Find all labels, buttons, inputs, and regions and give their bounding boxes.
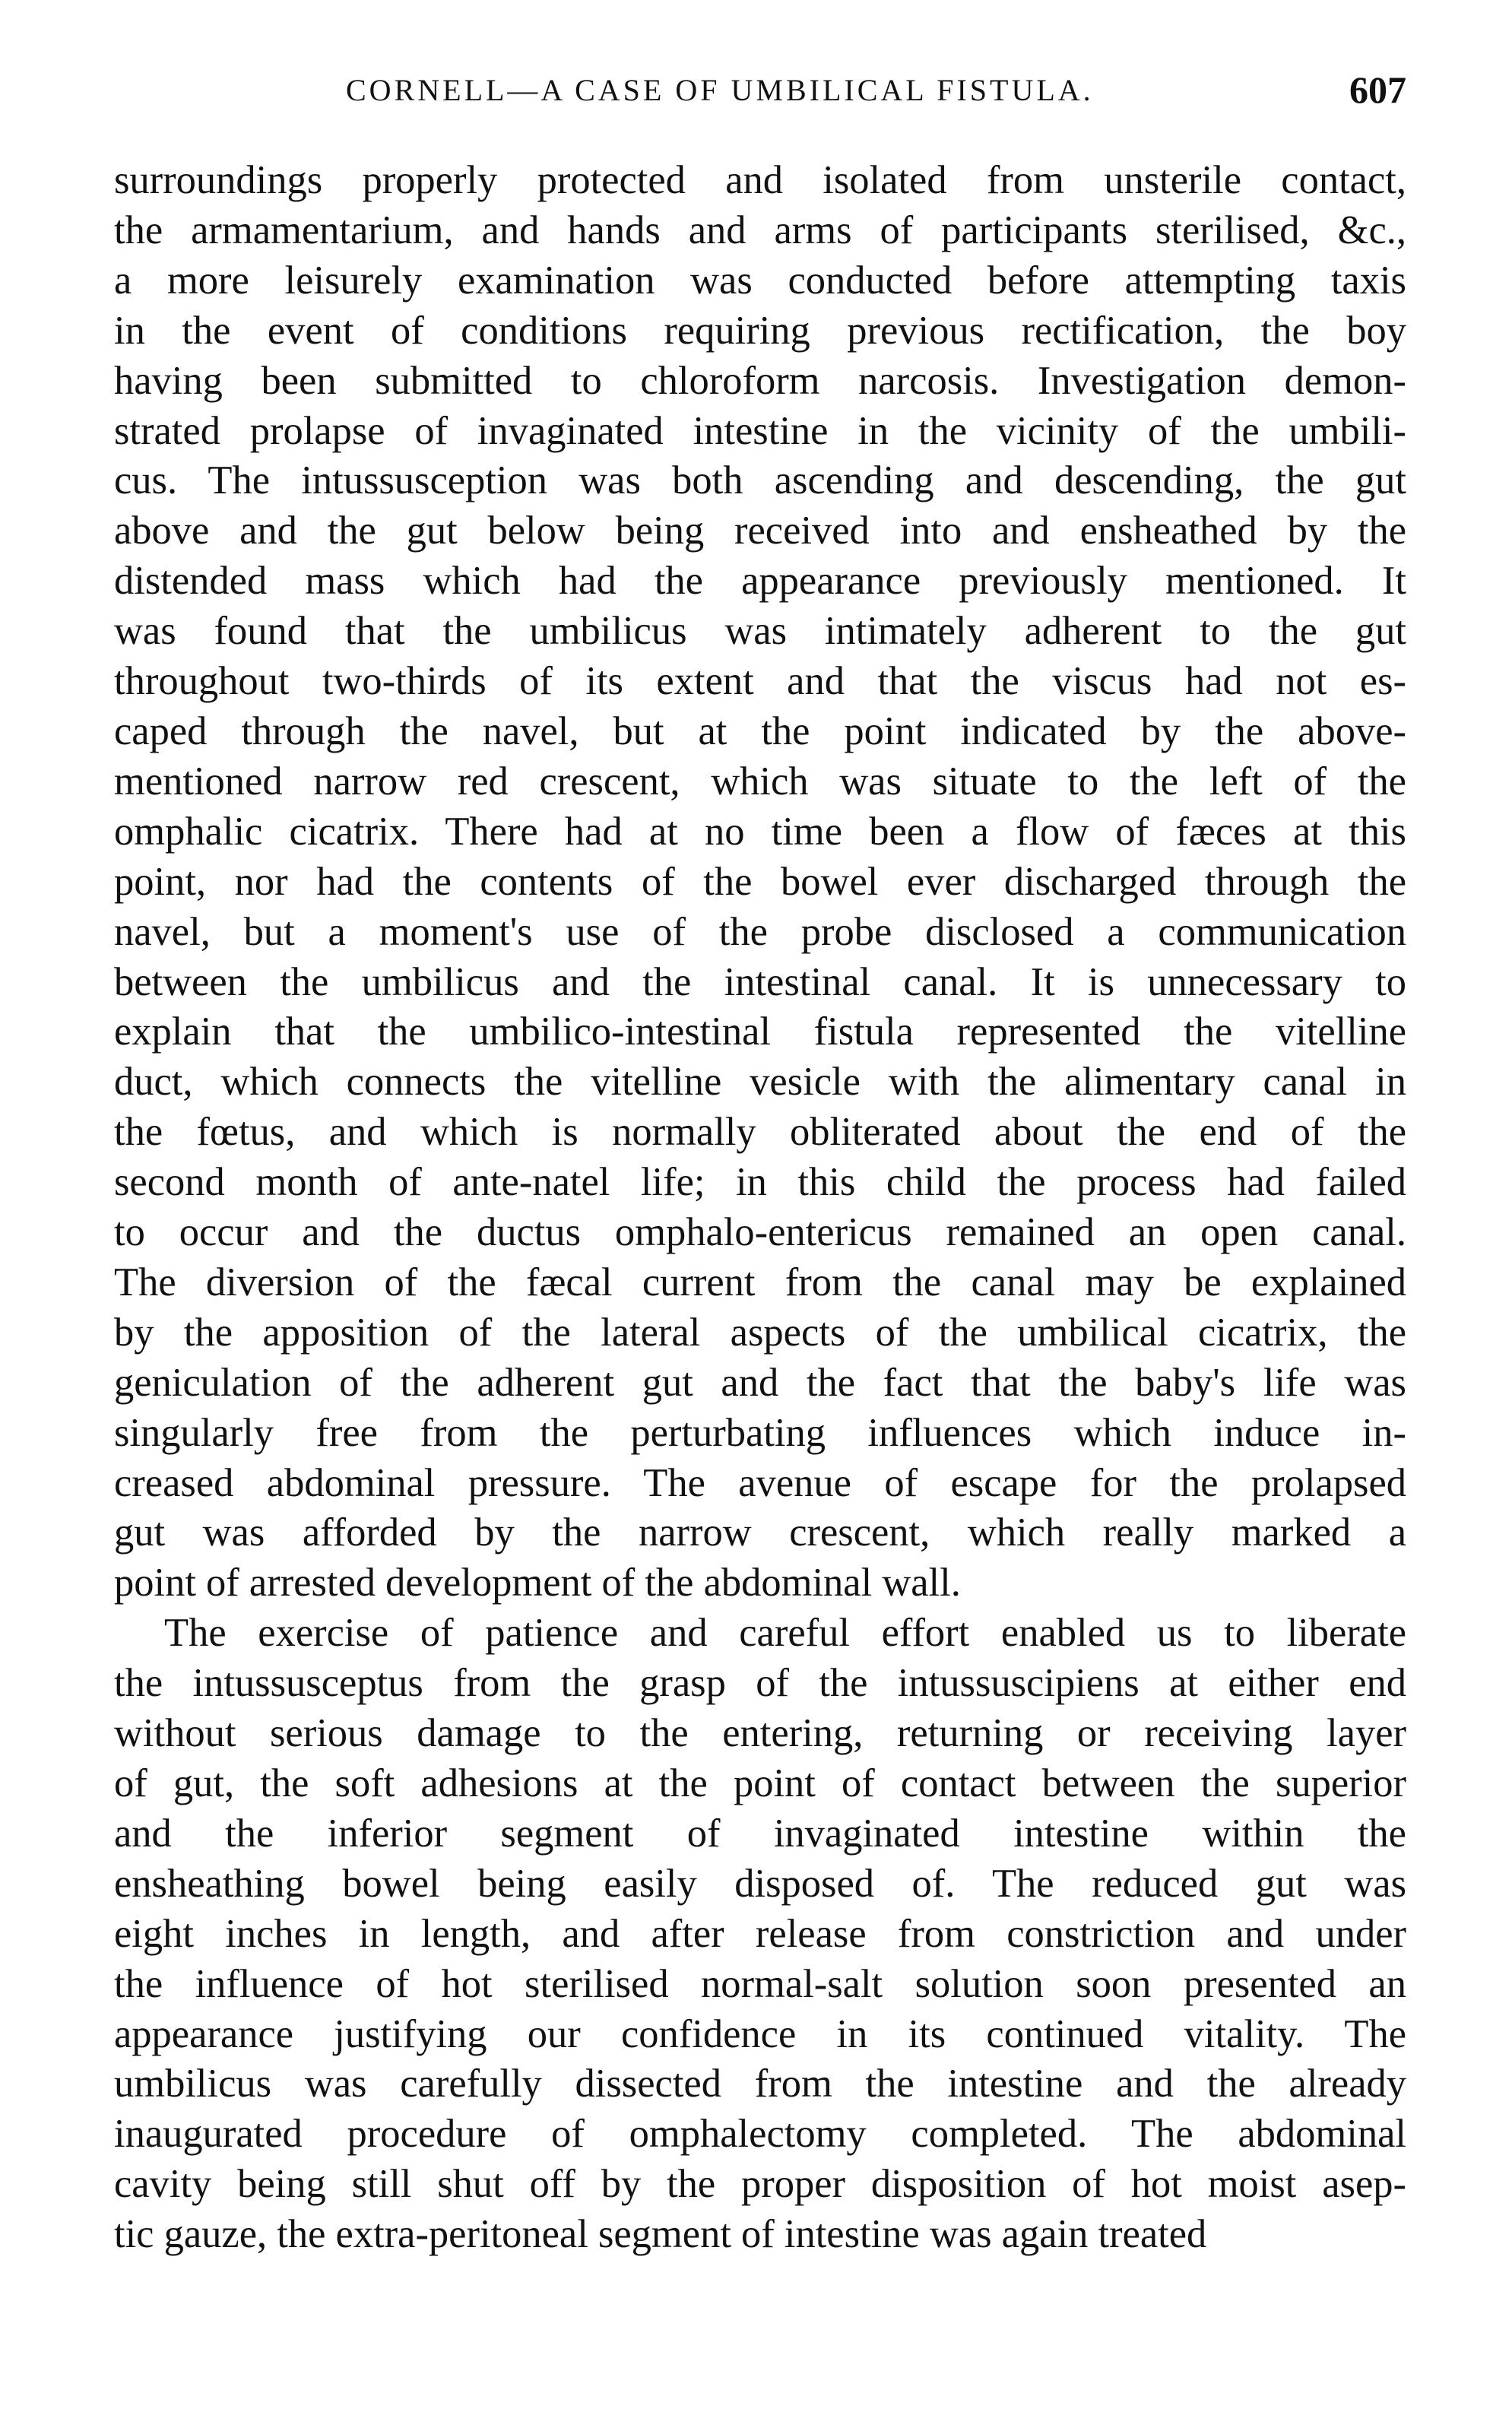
text-line: cus. The intussusception was both ascending and descending, the gut xyxy=(114,458,1406,503)
text-line: singularly free from the perturbating influences which induce in- xyxy=(114,1410,1406,1455)
text-line: by the apposition of the lateral aspects of the umbilical cicatrix, the xyxy=(114,1310,1406,1355)
text-line: The exercise of patience and careful effort enabled us to liberate xyxy=(164,1611,1406,1656)
text-line: ensheathing bowel being easily disposed of. The reduced gut was xyxy=(114,1861,1406,1906)
text-line: appearance justifying our confidence in its continued vitality. The xyxy=(114,2011,1406,2056)
text-line: without serious damage to the entering, returning or receiving layer xyxy=(114,1711,1406,1756)
text-line: creased abdominal pressure. The avenue of escape for the prolapsed xyxy=(114,1460,1406,1505)
text-line: having been submitted to chloroform narcosis. Investigation demon- xyxy=(114,358,1406,403)
text-line: omphalic cicatrix. There had at no time been a flow of fæces at this xyxy=(114,809,1406,854)
page-number: 607 xyxy=(1349,68,1406,111)
book-page xyxy=(114,68,1406,2260)
text-line: the fœtus, and which is normally obliterated about the end of the xyxy=(114,1110,1406,1155)
text-line: tic gauze, the extra-peritoneal segment of intestine was again treated xyxy=(114,2212,1207,2257)
text-line: duct, which connects the vitelline vesicle with the alimentary canal in xyxy=(114,1060,1406,1105)
text-line: The diversion of the fæcal current from the canal may be explained xyxy=(114,1260,1406,1304)
text-line: strated prolapse of invaginated intestine in the vicinity of the umbili- xyxy=(114,408,1406,453)
text-line: to occur and the ductus omphalo-entericus remained an open canal. xyxy=(114,1210,1406,1255)
text-line: surroundings properly protected and isolated from unsterile contact, xyxy=(114,158,1406,202)
text-line: inaugurated procedure of omphalectomy completed. The abdominal xyxy=(114,2112,1406,2157)
text-line: was found that the umbilicus was intimately adherent to the gut xyxy=(114,609,1406,654)
paragraph xyxy=(114,156,1406,1609)
text-line: gut was afforded by the narrow crescent, which really marked a xyxy=(114,1510,1406,1555)
text-line: of gut, the soft adhesions at the point of contact between the superior xyxy=(114,1761,1406,1805)
text-line: throughout two-thirds of its extent and that the viscus had not es- xyxy=(114,659,1406,704)
text-line: the intussusceptus from the grasp of the intussuscipiens at either end xyxy=(114,1661,1406,1706)
text-line: the influence of hot sterilised normal-salt solution soon presented an xyxy=(114,1961,1406,2006)
text-line: geniculation of the adherent gut and the fact that the baby's life was xyxy=(114,1360,1406,1405)
text-line: eight inches in length, and after release from constriction and under xyxy=(114,1911,1406,1956)
text-line: mentioned narrow red crescent, which was situate to the left of the xyxy=(114,759,1406,803)
text-line: umbilicus was carefully dissected from the intestine and the already xyxy=(114,2062,1406,2106)
text-line: point of arrested development of the abdominal wall. xyxy=(114,1561,961,1605)
text-line: between the umbilicus and the intestinal canal. It is unnecessary to xyxy=(114,959,1406,1004)
body-text xyxy=(114,156,1406,2260)
text-line: the armamentarium, and hands and arms of participants sterilised, &c., xyxy=(114,208,1406,252)
text-line: point, nor had the contents of the bowel ever discharged through the xyxy=(114,859,1406,904)
text-line: and the inferior segment of invaginated intestine within the xyxy=(114,1811,1406,1856)
text-line: in the event of conditions requiring previous rectification, the boy xyxy=(114,308,1406,353)
text-line: second month of ante-natel life; in this child the process had failed xyxy=(114,1160,1406,1205)
text-line: distended mass which had the appearance previously mentioned. It xyxy=(114,559,1406,604)
text-line: a more leisurely examination was conducted before attempting taxis xyxy=(114,258,1406,303)
running-title: CORNELL—A CASE OF UMBILICAL FISTULA. xyxy=(346,73,1094,107)
text-line: above and the gut below being received into and ensheathed by the xyxy=(114,509,1406,553)
text-line: explain that the umbilico-intestinal fistula represented the vitelline xyxy=(114,1009,1406,1054)
paragraph xyxy=(114,1609,1406,2260)
text-line: caped through the navel, but at the point indicated by the above- xyxy=(114,708,1406,753)
text-line: navel, but a moment's use of the probe disclosed a communication xyxy=(114,909,1406,954)
running-head xyxy=(114,68,1406,133)
text-line: cavity being still shut off by the proper disposition of hot moist asep- xyxy=(114,2162,1406,2207)
